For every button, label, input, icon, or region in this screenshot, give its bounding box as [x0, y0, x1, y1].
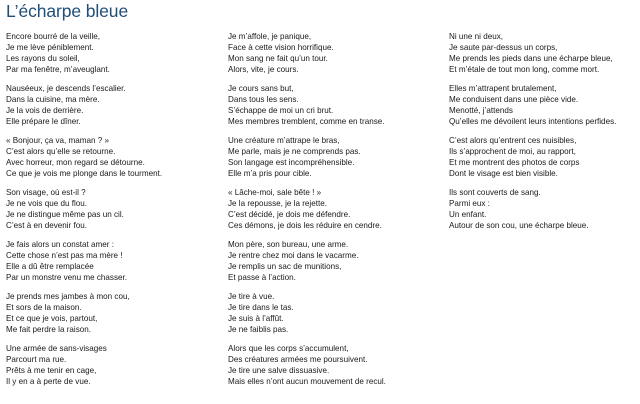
- poem-line: Des créatures armées me poursuivent.: [228, 355, 368, 364]
- poem-line: Elles m’attrapent brutalement,: [449, 84, 557, 93]
- poem-line: Par un monstre venu me chasser.: [6, 273, 128, 282]
- poem-line: Autour de son cou, une écharpe bleue.: [449, 221, 589, 230]
- poem-line: Me fait perdre la raison.: [6, 325, 92, 334]
- poem-line: Par ma fenêtre, m’aveuglant.: [6, 65, 110, 74]
- poem-line: Une armée de sans-visages: [6, 344, 107, 353]
- poem-line: Et passe à l’action.: [228, 273, 296, 282]
- poem-line: Dans tous les sens.: [228, 95, 299, 104]
- poem-line: Je saute par-dessus un corps,: [449, 43, 558, 52]
- poem-line: Je remplis un sac de munitions,: [228, 262, 342, 271]
- poem-line: Je la vois de derrière.: [6, 106, 84, 115]
- poem-line: Je fais alors un constat amer :: [6, 240, 114, 249]
- poem-line: Les rayons du soleil,: [6, 54, 80, 63]
- poem-line: Je me lève péniblement.: [6, 43, 94, 52]
- poem-line: Ces démons, je dois les réduire en cendre.: [228, 221, 382, 230]
- stanza: [6, 83, 162, 127]
- poem-column-3: [449, 31, 616, 239]
- poem-line: Un enfant.: [449, 210, 487, 219]
- poem-line: Me conduisent dans une pièce vide.: [449, 95, 579, 104]
- stanza: [228, 31, 386, 75]
- stanza: [228, 83, 386, 127]
- stanza: [449, 135, 616, 179]
- poem-line: Dans la cuisine, ma mère.: [6, 95, 100, 104]
- poem-line: Ce que je vois me plonge dans le tourment.: [6, 169, 163, 178]
- poem-line: Une créature m’attrape le bras,: [228, 136, 340, 145]
- stanza: [6, 343, 162, 387]
- poem-line: C’est à en devenir fou.: [6, 221, 87, 230]
- stanza: [6, 239, 162, 283]
- poem-line: « Lâche-moi, sale bête ! »: [228, 188, 322, 197]
- poem-line: S’échappe de moi un cri brut.: [228, 106, 334, 115]
- poem-line: Qu’elles me dévoilent leurs intentions perfides.: [449, 117, 617, 126]
- stanza: [6, 135, 162, 179]
- poem-line: Alors que les corps s’accumulent,: [228, 344, 349, 353]
- poem-title: L’écharpe bleue: [6, 1, 129, 21]
- poem-line: Parmi eux :: [449, 199, 490, 208]
- poem-line: Menotté, j’attends: [449, 106, 513, 115]
- poem-line: Elle a dû être remplacée: [6, 262, 94, 271]
- poem-line: Me prends les pieds dans une écharpe bleue,: [449, 54, 613, 63]
- poem-line: Je prends mes jambes à mon cou,: [6, 292, 130, 301]
- poem-line: Mon père, son bureau, une arme.: [228, 240, 349, 249]
- poem-line: Son langage est incompréhensible.: [228, 158, 355, 167]
- poem-line: C’est alors qu’entrent ces nuisibles,: [449, 136, 577, 145]
- poem-line: Cette chose n’est pas ma mère !: [6, 251, 123, 260]
- poem-line: « Bonjour, ça va, maman ? »: [6, 136, 110, 145]
- poem-line: Je cours sans but,: [228, 84, 294, 93]
- poem-line: Je suis à l’affût.: [228, 314, 284, 323]
- poem-line: Encore bourré de la veille,: [6, 32, 101, 41]
- poem-line: Je tire à vue.: [228, 292, 275, 301]
- poem-line: Elle prépare le dîner.: [6, 117, 81, 126]
- poem-line: Nauséeux, je descends l’escalier.: [6, 84, 126, 93]
- poem-line: Elle m’a pris pour cible.: [228, 169, 312, 178]
- poem-line: C’est alors qu’elle se retourne.: [6, 147, 116, 156]
- poem-column-2: [228, 31, 386, 395]
- stanza: [449, 83, 616, 127]
- stanza: [228, 343, 386, 387]
- stanza: [6, 187, 162, 231]
- poem-column-1: [6, 31, 162, 395]
- poem-line: Avec horreur, mon regard se détourne.: [6, 158, 145, 167]
- poem-line: Et ce que je vois, partout,: [6, 314, 98, 323]
- poem-line: Je ne distingue même pas un cil.: [6, 210, 124, 219]
- stanza: [228, 239, 386, 283]
- stanza: [449, 31, 616, 75]
- stanza: [228, 187, 386, 231]
- poem-line: Ils sont couverts de sang.: [449, 188, 541, 197]
- stanza: [6, 31, 162, 75]
- stanza: [6, 291, 162, 335]
- poem-line: Je ne faiblis pas.: [228, 325, 289, 334]
- poem-line: Je tire une salve dissuasive.: [228, 366, 330, 375]
- poem-line: Mais elles n’ont aucun mouvement de recul.: [228, 377, 386, 386]
- poem-line: Face à cette vision horrifique.: [228, 43, 334, 52]
- poem-line: Alors, vite, je cours.: [228, 65, 299, 74]
- poem-line: Et me montrent des photos de corps: [449, 158, 580, 167]
- poem-line: Mon sang ne fait qu’un tour.: [228, 54, 328, 63]
- poem-line: Ils s’approchent de moi, au rapport,: [449, 147, 576, 156]
- poem-line: C’est décidé, je dois me défendre.: [228, 210, 351, 219]
- poem-line: Je tire dans le tas.: [228, 303, 294, 312]
- poem-line: Prêts à me tenir en cage,: [6, 366, 97, 375]
- poem-line: Je ne vois que du flou.: [6, 199, 87, 208]
- poem-line: Mes membres tremblent, comme en transe.: [228, 117, 385, 126]
- stanza: [449, 187, 616, 231]
- poem-line: Je m’affole, je panique,: [228, 32, 312, 41]
- stanza: [228, 291, 386, 335]
- poem-line: Parcourt ma rue.: [6, 355, 67, 364]
- poem-line: Ni une ni deux,: [449, 32, 503, 41]
- poem-line: Son visage, où est-il ?: [6, 188, 86, 197]
- poem-line: Et sors de la maison.: [6, 303, 82, 312]
- stanza: [228, 135, 386, 179]
- poem-line: Je rentre chez moi dans le vacarme.: [228, 251, 359, 260]
- poem-line: Et m’étale de tout mon long, comme mort.: [449, 65, 600, 74]
- poem-line: Me parle, mais je ne comprends pas.: [228, 147, 361, 156]
- poem-line: Dont le visage est bien visible.: [449, 169, 558, 178]
- poem-line: Il y en a à perte de vue.: [6, 377, 91, 386]
- poem-line: Je la repousse, je la rejette.: [228, 199, 327, 208]
